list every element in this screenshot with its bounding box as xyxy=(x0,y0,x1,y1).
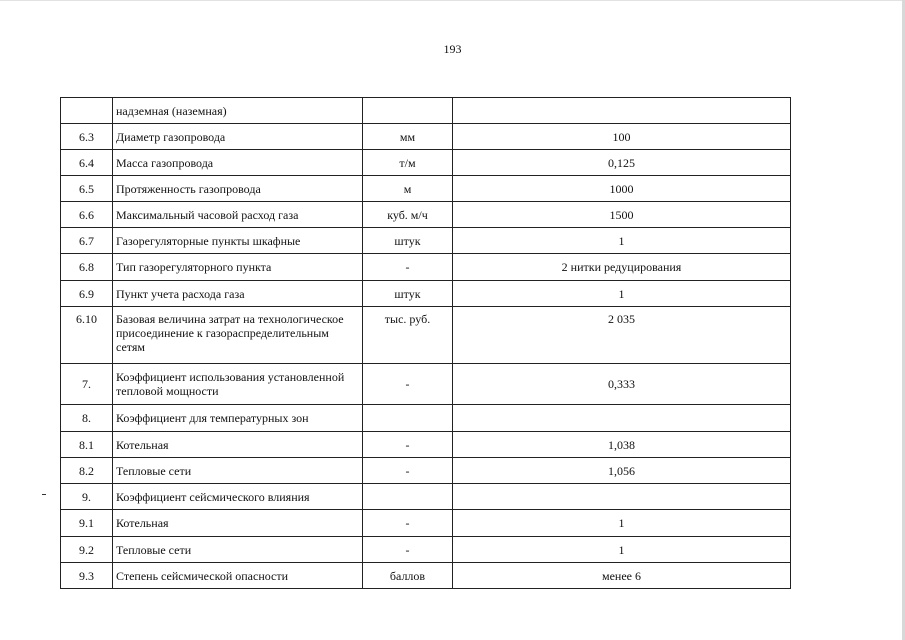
row-number: 9.2 xyxy=(61,537,113,563)
table-row xyxy=(61,563,791,589)
row-value: 1 xyxy=(453,281,791,307)
scan-top-edge xyxy=(0,0,905,1)
row-unit: - xyxy=(363,458,453,484)
row-parameter: Котельная xyxy=(113,432,363,458)
parameters-table-body xyxy=(61,98,791,589)
table-row xyxy=(61,281,791,307)
table-row xyxy=(61,458,791,484)
table-row xyxy=(61,254,791,281)
row-parameter: Коэффициент сейсмического влияния xyxy=(113,484,363,510)
table-row xyxy=(61,202,791,228)
row-value: менее 6 xyxy=(453,563,791,589)
row-unit: - xyxy=(363,364,453,405)
table-row xyxy=(61,405,791,432)
row-unit: - xyxy=(363,537,453,563)
table-row xyxy=(61,537,791,563)
row-number: 6.9 xyxy=(61,281,113,307)
row-unit: - xyxy=(363,432,453,458)
row-unit xyxy=(363,484,453,510)
row-number: 9. xyxy=(61,484,113,510)
row-parameter: Тип газорегуляторного пункта xyxy=(113,254,363,281)
row-number: 9.3 xyxy=(61,563,113,589)
row-unit: тыс. руб. xyxy=(363,307,453,364)
row-number: 6.10 xyxy=(61,307,113,364)
row-parameter: Тепловые сети xyxy=(113,458,363,484)
row-number: 6.7 xyxy=(61,228,113,254)
row-unit: - xyxy=(363,254,453,281)
row-unit: мм xyxy=(363,124,453,150)
row-number: 6.6 xyxy=(61,202,113,228)
row-value xyxy=(453,98,791,124)
scan-speck xyxy=(42,494,46,495)
row-parameter: Тепловые сети xyxy=(113,537,363,563)
row-number: 6.3 xyxy=(61,124,113,150)
row-value: 0,125 xyxy=(453,150,791,176)
table-row xyxy=(61,176,791,202)
table-row xyxy=(61,307,791,364)
row-parameter: Котельная xyxy=(113,510,363,537)
parameters-table xyxy=(60,97,791,589)
row-value: 100 xyxy=(453,124,791,150)
table-row xyxy=(61,510,791,537)
row-number: 6.5 xyxy=(61,176,113,202)
table-row xyxy=(61,150,791,176)
row-unit: куб. м/ч xyxy=(363,202,453,228)
row-parameter: Диаметр газопровода xyxy=(113,124,363,150)
row-unit xyxy=(363,98,453,124)
row-value: 1 xyxy=(453,537,791,563)
row-value xyxy=(453,484,791,510)
row-number: 8.1 xyxy=(61,432,113,458)
row-number: 8. xyxy=(61,405,113,432)
row-unit: м xyxy=(363,176,453,202)
table-row xyxy=(61,228,791,254)
table-row xyxy=(61,484,791,510)
row-parameter: Максимальный часовой расход газа xyxy=(113,202,363,228)
row-value: 1,038 xyxy=(453,432,791,458)
row-parameter: Протяженность газопровода xyxy=(113,176,363,202)
row-number: 8.2 xyxy=(61,458,113,484)
row-unit: т/м xyxy=(363,150,453,176)
row-value: 0,333 xyxy=(453,364,791,405)
row-parameter: Степень сейсмической опасности xyxy=(113,563,363,589)
row-number: 7. xyxy=(61,364,113,405)
row-unit xyxy=(363,405,453,432)
row-value: 2 035 xyxy=(453,307,791,364)
row-value: 1000 xyxy=(453,176,791,202)
row-parameter: Масса газопровода xyxy=(113,150,363,176)
row-parameter: Базовая величина затрат на технологическое присоединение к газораспределительным сетям xyxy=(113,307,363,364)
row-parameter: надземная (наземная) xyxy=(113,98,363,124)
table-row xyxy=(61,364,791,405)
row-unit: штук xyxy=(363,228,453,254)
page-number: 193 xyxy=(443,42,462,56)
row-value: 1500 xyxy=(453,202,791,228)
row-parameter: Пункт учета расхода газа xyxy=(113,281,363,307)
table-row xyxy=(61,98,791,124)
row-number: 6.8 xyxy=(61,254,113,281)
row-value: 2 нитки редуцирования xyxy=(453,254,791,281)
table-row xyxy=(61,432,791,458)
row-unit: баллов xyxy=(363,563,453,589)
row-parameter: Газорегуляторные пункты шкафные xyxy=(113,228,363,254)
row-number xyxy=(61,98,113,124)
row-number: 9.1 xyxy=(61,510,113,537)
row-unit: - xyxy=(363,510,453,537)
row-parameter: Коэффициент для температурных зон xyxy=(113,405,363,432)
row-parameter: Коэффициент использования установленной тепловой мощности xyxy=(113,364,363,405)
row-value: 1 xyxy=(453,510,791,537)
row-value: 1 xyxy=(453,228,791,254)
row-unit: штук xyxy=(363,281,453,307)
row-value xyxy=(453,405,791,432)
row-value: 1,056 xyxy=(453,458,791,484)
row-number: 6.4 xyxy=(61,150,113,176)
table-row xyxy=(61,124,791,150)
